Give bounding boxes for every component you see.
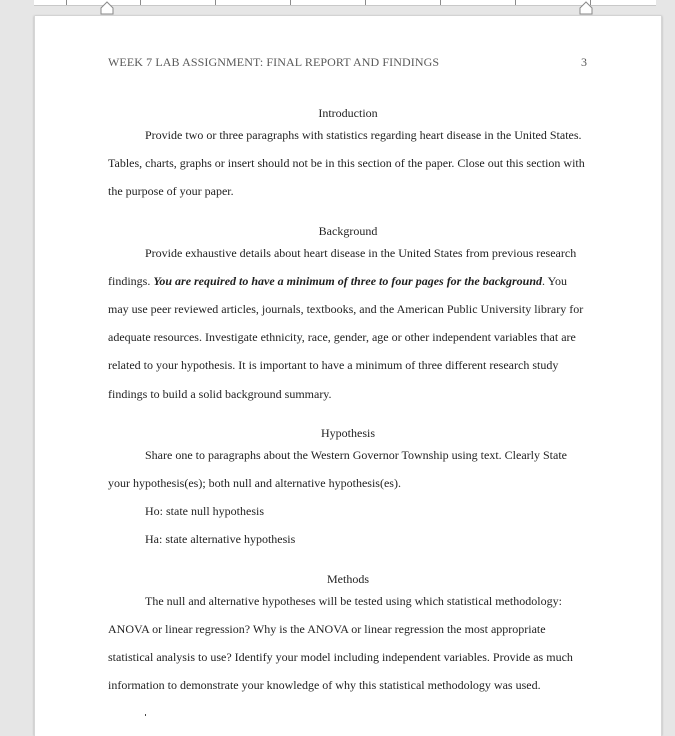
page-header-title: WEEK 7 LAB ASSIGNMENT: FINAL REPORT AND FINDINGS — [108, 55, 440, 69]
background-text-end: . You may use peer reviewed articles, journals, textbooks, and the American Public University library for adequate resources. Investigate ethnicity, race, gender, age or other independent variables that are related to your hypothesis. It is important to have a minimum of three different research study findings to build a solid background summary. — [108, 273, 584, 401]
right-indent-marker-icon[interactable] — [579, 1, 593, 15]
left-indent-marker-icon[interactable] — [100, 1, 114, 15]
ruler-tick — [290, 0, 291, 5]
background-paragraph — [108, 239, 588, 408]
ruler-tick — [66, 0, 67, 5]
methods-paragraph: The null and alternative hypotheses will be tested using which statistical methodology: ANOVA or linear regression? Why is the ANOVA or linear regression the most appropriate statistical analysis to use? Identify your model including independent variables. Provide as much information to demonstrate your knowledge of why this statistical methodology was used. — [108, 593, 573, 693]
methods-heading: Methods — [327, 571, 369, 586]
ruler-tick — [140, 0, 141, 5]
null-hypothesis-line: Ho: state null hypothesis — [145, 504, 264, 519]
document-body[interactable] — [108, 101, 588, 699]
background-emphasis: You are required to have a minimum of three to four pages for the background — [153, 273, 543, 288]
page-number: 3 — [581, 55, 587, 69]
ruler-tick — [215, 0, 216, 5]
ruler-strip — [34, 0, 656, 6]
document-page[interactable] — [34, 16, 662, 736]
horizontal-ruler[interactable] — [0, 0, 675, 16]
text-cursor-icon — [145, 714, 146, 724]
background-heading: Background — [318, 223, 378, 238]
introduction-paragraph: Provide two or three paragraphs with statistics regarding heart disease in the United States. Tables, charts, graphs or insert should not be in this section of the paper. Close out this section with the purpose of your paper. — [108, 128, 585, 199]
alternative-hypothesis-line: Ha: state alternative hypothesis — [145, 532, 296, 547]
hypothesis-heading: Hypothesis — [321, 425, 375, 440]
ruler-tick — [515, 0, 516, 5]
hypothesis-paragraph: Share one to paragraphs about the Western Governor Township using text. Clearly State your hypothesis(es); both null and alternative hypothesis(es). — [108, 447, 567, 491]
ruler-tick — [440, 0, 441, 5]
background-text-start: Provide exhaustive details about heart disease in the United States from previous research findings. — [108, 245, 577, 288]
ruler-tick — [365, 0, 366, 5]
introduction-heading: Introduction — [318, 106, 378, 120]
